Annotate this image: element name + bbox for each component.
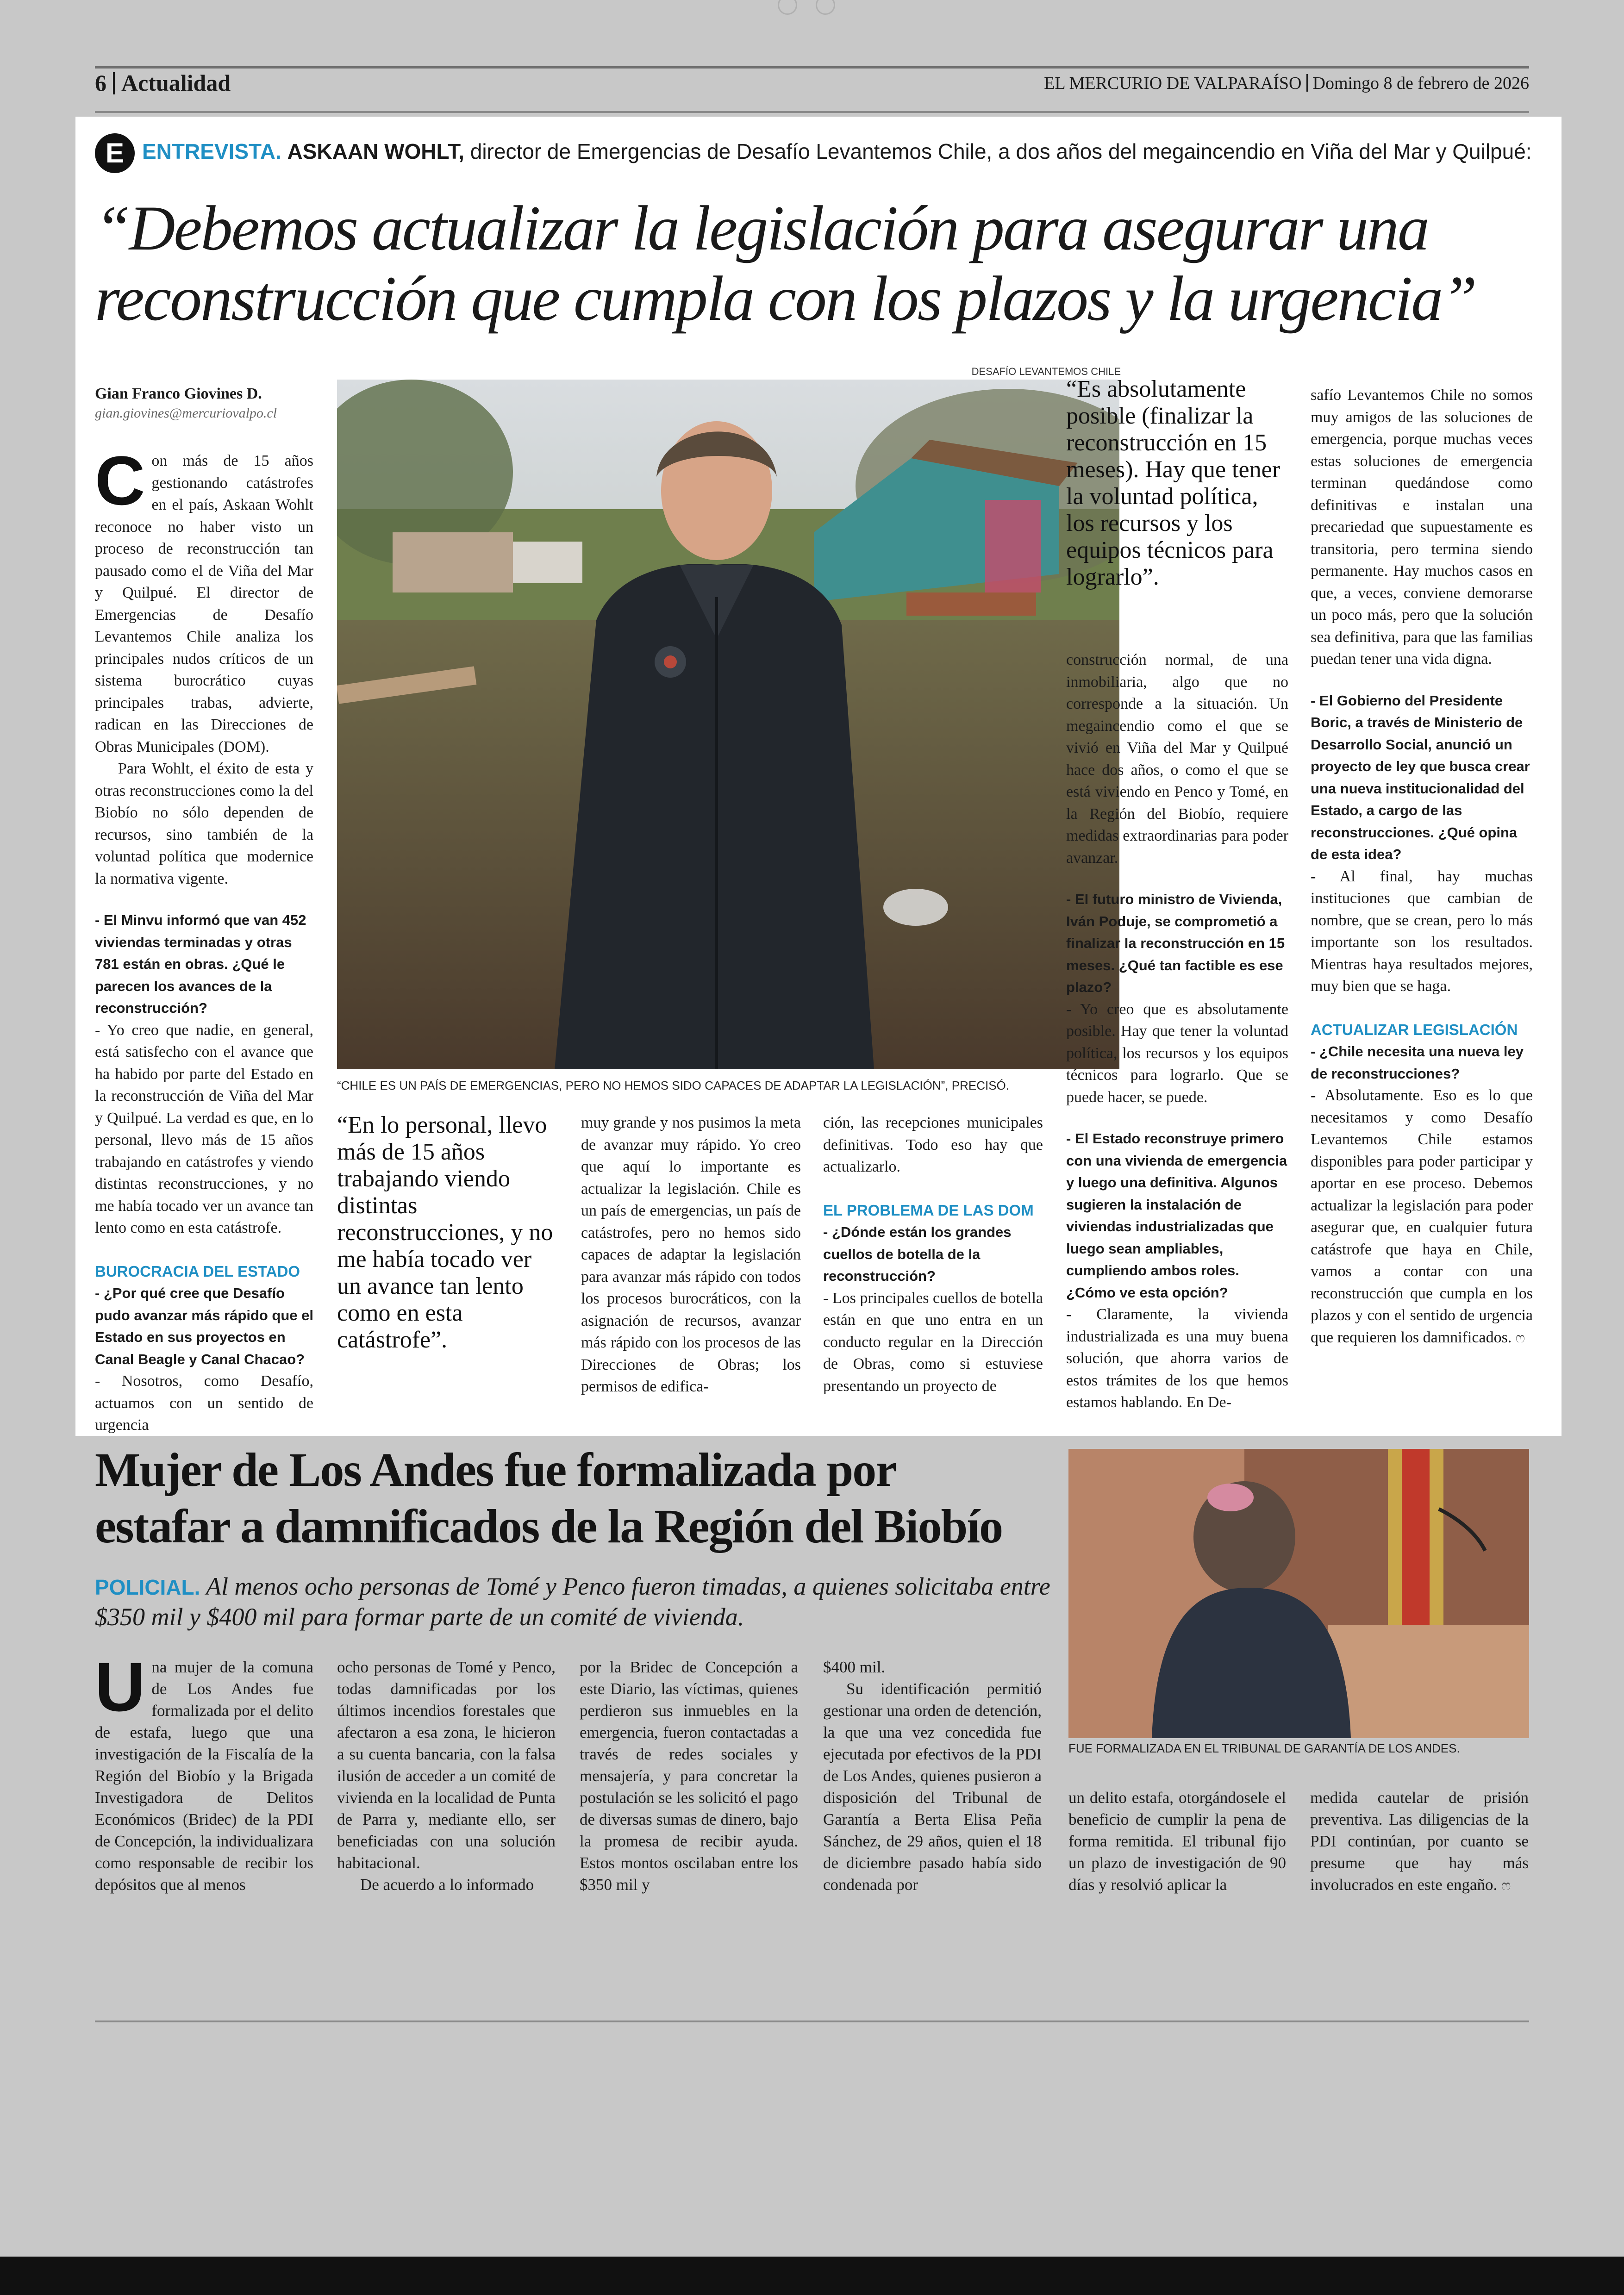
text-column-5	[1311, 384, 1533, 1349]
photo-illustration	[337, 380, 1119, 1069]
paragraph: $400 mil.	[823, 1658, 886, 1676]
question: - El Estado reconstruye primero con una vivienda de emergencia y luego una definitiva. Algunos sugieren la instalación de viviendas industrializadas que luego sean ampliables, cumpliendo ambos roles. ¿Cómo ve esta opción?	[1066, 1130, 1287, 1301]
question: - ¿Dónde están los grandes cuellos de botella de la reconstrucción?	[823, 1224, 1012, 1284]
page-dot-icon[interactable]	[778, 0, 797, 15]
text-column-3	[823, 1112, 1043, 1397]
paragraph	[1310, 1787, 1529, 1896]
photo-illustration	[1068, 1449, 1529, 1738]
interview-article	[75, 117, 1562, 1436]
kicker-label: POLICIAL.	[95, 1575, 200, 1599]
question: - El Gobierno del Presidente Boric, a través de Ministerio de Desarrollo Social, anunció un proyecto de ley que busca crear una nueva institucionalidad del Estado, a cargo de las reconstrucciones. ¿Qué opina de esta idea?	[1311, 692, 1530, 862]
subheading: EL PROBLEMA DE LAS DOM	[823, 1201, 1034, 1219]
page-number: 6	[95, 70, 106, 96]
drop-cap: U	[95, 1648, 145, 1726]
question: - El Minvu informó que van 452 viviendas terminadas y otras 781 están en obras. ¿Qué le parecen los avances de la reconstrucción?	[95, 912, 306, 1016]
headline-line: Mujer de Los Andes fue formalizada por	[95, 1443, 896, 1497]
masthead-date	[1044, 73, 1529, 94]
viewer-bottom-bar	[0, 2257, 1624, 2295]
page-dot-icon[interactable]	[816, 0, 835, 15]
interviewee-photo	[337, 380, 1119, 1069]
article2-column-5	[1068, 1787, 1286, 1896]
answer: - Al final, hay muchas instituciones que cambian de nombre, que se crean, pero lo más importante son los resultados. Mientras haya resultados mejores, muy bien que se haga.	[1311, 867, 1533, 995]
answer: - Yo creo que nadie, en general, está satisfecho con el avance que ha habido por parte del Estado en la reconstrucción de Viña del Mar y Quilpué. La verdad es que, en lo personal, llevo más de 15 años trabajando en catástrofes y viendo distintas reconstrucciones, y no me había tocado ver un avance tan lento como en esta catástrofe.	[95, 1021, 313, 1236]
article2-headline	[95, 1442, 1067, 1555]
kicker-name: ASKAAN WOHLT,	[287, 139, 464, 164]
pull-quote: “En lo personal, llevo más de 15 años trabajando viendo distintas reconstrucciones, y no me había tocado ver un avance tan lento como en esta catástrofe”.	[337, 1112, 553, 1353]
subheading: BUROCRACIA DEL ESTADO	[95, 1262, 300, 1280]
article2-deck	[95, 1572, 1067, 1632]
article-kicker	[95, 133, 1539, 173]
header-rule-top	[95, 66, 1529, 69]
article2-column-3	[580, 1656, 798, 1896]
interview-badge-icon: E	[95, 133, 135, 173]
answer: - Claramente, la vivienda industrializada es una muy buena solución, que ahorra varios de estos trámites de los que hemos estamos hablando. En De-	[1066, 1306, 1288, 1411]
kicker-label: ENTREVISTA.	[142, 139, 281, 164]
pull-quote: “Es absolutamente posible (finalizar la reconstrucción en 15 meses). Hay que tener la voluntad política, los recursos y los equipos técnicos para lograrlo”.	[1066, 376, 1280, 590]
photo-caption: FUE FORMALIZADA EN EL TRIBUNAL DE GARANTÍA DE LOS ANDES.	[1068, 1741, 1460, 1755]
answer	[1311, 1085, 1533, 1349]
deck-text: Al menos ocho personas de Tomé y Penco fueron timadas, a quienes solicitaba entre $350 mil y $400 mil para formar parte de un comité de vivienda.	[95, 1572, 1050, 1631]
photo-credit: DESAFÍO LEVANTEMOS CHILE	[971, 366, 1121, 377]
paragraph: ocho personas de Tomé y Penco, todas damnificadas por los últimos incendios forestales que afectaron a esa zona, le hicieron a su cuenta bancaria, con la falsa ilusión de acceder a un comité de vivienda en la localidad de Punta de Parra y, mediante ello, ser beneficiadas con una solución habitacional.	[337, 1658, 556, 1872]
end-mark-icon: ෆ	[1501, 1877, 1511, 1894]
answer: safío Levantemos Chile no somos muy amigos de las soluciones de emergencia, porque muchas veces estas soluciones de emergencia terminan quedándose como definitivas e instalan una precariedad que supuestamente es transitoria, pero termina siendo permanente. Hay muchos casos en que, a veces, conviene demorarse un poco más, pero que la solución sea definitiva, para que las familias puedan tener una vida digna.	[1311, 387, 1533, 667]
paragraph: por la Bridec de Concepción a este Diario, las víctimas, quienes perdieron sus inmuebles en la emergencia, fueron contactadas a través de redes sociales y mensajería, y para concretar la postulación se les solicitó el pago de diversas sumas de dinero, bajo la promesa de recibir ayuda. Estos montos oscilaban entre los $350 mil y	[580, 1658, 798, 1894]
kicker-text: director de Emergencias de Desafío Levantemos Chile, a dos años del megaincendio en Viña del Mar y Quilpué:	[470, 139, 1532, 164]
question: - ¿Por qué cree que Desafío pudo avanzar más rápido que el Estado en sus proyectos en Canal Beagle y Canal Chacao?	[95, 1285, 314, 1367]
byline	[95, 385, 312, 421]
question: - El futuro ministro de Vivienda, Iván Poduje, se comprometió a finalizar la reconstrucción en 15 meses. ¿Qué tan factible es ese plazo?	[1066, 891, 1285, 995]
section-header	[95, 69, 231, 96]
photo-caption: “CHILE ES UN PAÍS DE EMERGENCIAS, PERO NO HEMOS SIDO CAPACES DE ADAPTAR LA LEGISLACIÓN”, PRECISÓ.	[337, 1079, 1010, 1092]
courtroom-photo	[1068, 1449, 1529, 1738]
article2-column-4	[823, 1656, 1042, 1896]
paragraph: un delito estafa, otorgándosele el beneficio de cumplir la pena de forma remitida. El tribunal fijo un plazo de investigación de 90 días y resolvió aplicar la	[1068, 1789, 1286, 1894]
section-name: Actualidad	[121, 70, 231, 96]
paragraph: Su identificación permitió gestionar una orden de detención, la que una vez concedida fue ejecutada por efectivos de la PDI de Los Andes, quienes pusieron a disposición del Tribunal de Garantía a Berta Elisa Peña Sánchez, de 29 años, quien el 18 de diciembre pasado había sido condenada por	[823, 1680, 1042, 1894]
paragraph: on más de 15 años gestionando catástrofes en el país, Askaan Wohlt reconoce no haber visto un proceso de reconstrucción tan pausado como el de Viña del Mar y Quilpué. El director de Emergencias de Desafío Levantemos Chile analiza los principales nudos críticos de un sistema burocrático cuyas principales trabas, advierte, radican en las Direcciones de Obras Municipales (DOM).	[95, 452, 313, 755]
article2-column-6	[1310, 1787, 1529, 1896]
headline-line: estafar a damnificados de la Región del Biobío	[95, 1500, 1003, 1553]
article-headline	[95, 193, 1544, 334]
author-email[interactable]: gian.giovines@mercuriovalpo.cl	[95, 405, 277, 421]
header-rule-bottom	[95, 111, 1529, 113]
text-column-2	[581, 1112, 801, 1398]
paragraph-text: medida cautelar de prisión preventiva. Las diligencias de la PDI continúan, por cuanto se presume que hay más involucrados en este engaño.	[1310, 1789, 1529, 1894]
article2-column-1	[95, 1648, 313, 1896]
header-separator	[113, 72, 115, 94]
answer-text: - Absolutamente. Eso es lo que necesitamos y como Desafío Levantemos Chile estamos disponibles para poder participar y aportar en ese proceso. Debemos actualizar la legislación para poder asegurar que, en cualquier futura catástrofe que haya en Chile, vamos a contar con una reconstrucción que cumpla en los plazos y con el sentido de urgencia que requieren los damnificados.	[1311, 1087, 1533, 1346]
answer: construcción normal, de una inmobiliaria, algo que no corresponde a la situación. Un megaincendio como el que se vivió en Viña del Mar y Quilpué hace dos años, o como el que se está viviendo en Penco y Tomé, en la Región del Biobío, requiere medidas extraordinarias para poder avanzar.	[1066, 651, 1288, 867]
header-separator	[1306, 74, 1308, 92]
headline-line: “Debemos actualizar la legislación para asegurar una	[95, 193, 1428, 263]
article2-column-2	[337, 1656, 556, 1896]
page-bottom-rule	[95, 2021, 1529, 2022]
paragraph: De acuerdo a lo informado	[360, 1876, 534, 1894]
question: - ¿Chile necesita una nueva ley de reconstrucciones?	[1311, 1043, 1524, 1082]
issue-date: Domingo 8 de febrero de 2026	[1312, 74, 1529, 93]
page-indicator	[778, 0, 835, 15]
drop-cap: C	[95, 442, 145, 519]
text-column-4	[1066, 649, 1288, 1414]
subheading: ACTUALIZAR LEGISLACIÓN	[1311, 1021, 1518, 1038]
headline-line: reconstrucción que cumpla con los plazos y la urgencia”	[95, 263, 1476, 334]
newspaper-name: EL MERCURIO DE VALPARAÍSO	[1044, 74, 1302, 93]
end-mark-icon: ෆ	[1515, 1329, 1525, 1346]
answer: ción, las recepciones municipales definitivas. Todo eso hay que actualizarlo.	[823, 1114, 1043, 1175]
answer: muy grande y nos pusimos la meta de avanzar muy rápido. Yo creo que aquí lo importante es actualizar la legislación. Chile es un país de emergencias, un país de catástrofes, pero no hemos sido capaces de adaptar la legislación para avanzar más rápido con todos los procesos burocráticos, con la asignación de recursos, avanzar más rápido con los procesos de las Direcciones de Obras; los permisos de edifica-	[581, 1114, 801, 1395]
text-column-1	[95, 442, 314, 1436]
paragraph: na mujer de la comuna de Los Andes fue formalizada por el delito de estafa, luego que una investigación de la Fiscalía de la Región del Biobío y la Brigada Investigadora de Delitos Económicos (Bridec) de la PDI de Concepción, la individualizara como responsable de recibir los depósitos que al menos	[95, 1658, 313, 1894]
paragraph: Para Wohlt, el éxito de esta y otras reconstrucciones como la del Biobío no sólo dependen de recursos, sino también de la voluntad política que modernice la normativa vigente.	[95, 760, 313, 887]
answer: - Los principales cuellos de botella están en que uno entra en un conducto regular en la Dirección de Obras, como si estuviese presentando un proyecto de	[823, 1289, 1043, 1395]
author-name: Gian Franco Giovines D.	[95, 385, 262, 402]
answer: - Yo creo que es absolutamente posible. Hay que tener la voluntad política, los recursos y los equipos técnicos para lograrlo. Que se puede hacer, se puede.	[1066, 1000, 1288, 1106]
answer: - Nosotros, como Desafío, actuamos con un sentido de urgencia	[95, 1372, 313, 1434]
